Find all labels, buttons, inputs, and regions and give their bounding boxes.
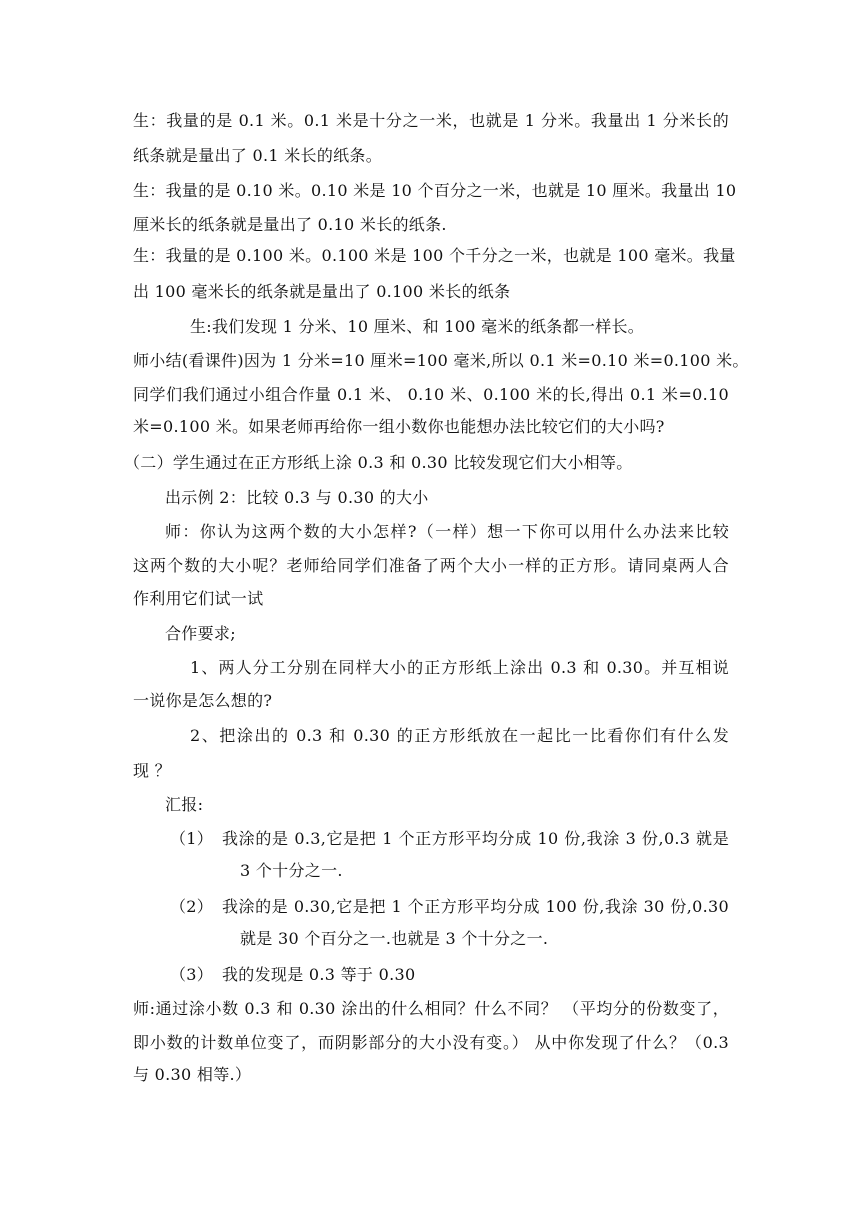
text-line: 同学们我们通过小组合作量 0.1 米、 0.10 米、0.100 米的长,得出 0.1 米=0.10	[133, 385, 729, 404]
requirement-item: 1、两人分工分别在同样大小的正方形纸上涂出 0.3 和 0.30。并互相说	[190, 658, 729, 677]
text-line: 师：你认为这两个数的大小怎样?（一样）想一下你可以用什么办法来比较	[165, 522, 729, 541]
text-line: 米=0.100 米。如果老师再给你一组小数你也能想办法比较它们的大小吗?	[133, 417, 665, 436]
text-line: 即小数的计数单位变了，而阴影部分的大小没有变。） 从中你发现了什么？（0.3	[133, 1033, 729, 1052]
requirements-heading: 合作要求;	[165, 624, 236, 643]
text-line: 3 个十分之一.	[240, 861, 343, 880]
report-heading: 汇报:	[165, 795, 204, 814]
text-line: 师:通过涂小数 0.3 和 0.30 涂出的什么相同？什么不同？ （平均分的份数变了，	[133, 999, 729, 1018]
requirement-item: 2、把涂出的 0.3 和 0.30 的正方形纸放在一起比一比看你们有什么发	[190, 726, 729, 745]
text-line: 就是 30 个百分之一.也就是 3 个十分之一.	[240, 929, 549, 948]
text-line: 出 100 毫米长的纸条就是量出了 0.100 米长的纸条	[133, 282, 511, 301]
report-item-number: （3）	[170, 965, 214, 984]
text-line: 厘米长的纸条就是量出了 0.10 米长的纸条.	[133, 215, 447, 234]
text-line: 与 0.30 相等.）	[133, 1065, 252, 1084]
report-item-text: 我涂的是 0.3,它是把 1 个正方形平均分成 10 份,我涂 3 份,0.3 就是	[222, 829, 729, 848]
section-heading: （二）学生通过在正方形纸上涂 0.3 和 0.30 比较发现它们大小相等。	[124, 453, 633, 472]
text-line: 生：我量的是 0.1 米。0.1 米是十分之一米，也就是 1 分米。我量出 1 分米长的	[133, 111, 729, 130]
text-line: 生:我们发现 1 分米、10 厘米、和 100 毫米的纸条都一样长。	[190, 317, 645, 336]
text-line: 作利用它们试一试	[133, 589, 264, 608]
text-line: 生：我量的是 0.10 米。0.10 米是 10 个百分之一米，也就是 10 厘米。我量出 10	[133, 181, 737, 200]
text-line: 师小结(看课件)因为 1 分米=10 厘米=100 毫米,所以 0.1 米=0.10 米=0.100 米。	[133, 351, 749, 370]
report-item-number: （2）	[170, 897, 214, 916]
example-title: 出示例 2：比较 0.3 与 0.30 的大小	[165, 488, 429, 507]
text-line: 现 ？	[133, 761, 171, 780]
text-line: 纸条就是量出了 0.1 米长的纸条。	[133, 146, 383, 165]
text-line: 生：我量的是 0.100 米。0.100 米是 100 个千分之一米，也就是 100 毫米。我量	[133, 246, 736, 265]
report-item-text: 我涂的是 0.30,它是把 1 个正方形平均分成 100 份,我涂 30 份,0.30	[222, 897, 729, 916]
text-line: 一说你是怎么想的?	[133, 691, 273, 710]
report-item-number: （1）	[170, 829, 214, 848]
text-line: 这两个数的大小呢？老师给同学们准备了两个大小一样的正方形。请同桌两人合	[133, 556, 729, 575]
report-item-text: 我的发现是 0.3 等于 0.30	[222, 965, 416, 984]
